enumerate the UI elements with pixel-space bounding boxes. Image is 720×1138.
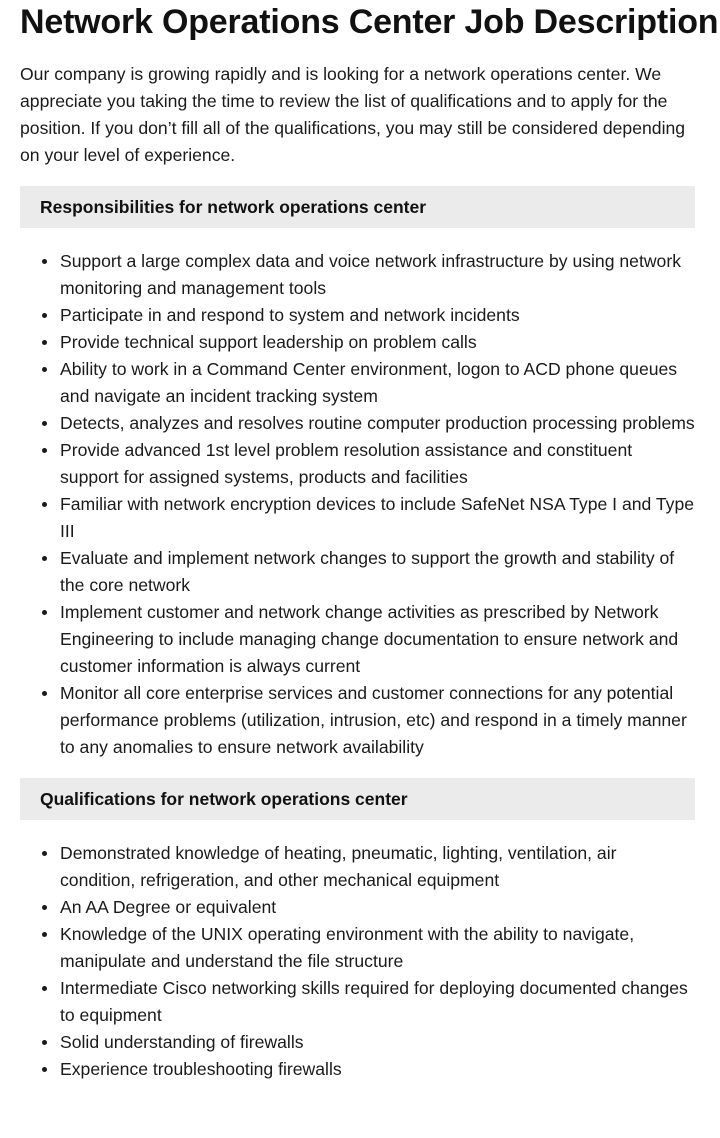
list-item: Implement customer and network change activities as prescribed by Network Engineering to include managing change documentation to ensure network and customer information is always current: [60, 599, 695, 680]
intro-paragraph: Our company is growing rapidly and is looking for a network operations center. We appreciate you taking the time to review the list of qualifications and to apply for the position. If you don’t fill all of the qualifications, you may still be considered depending on your level of experience.: [20, 64, 686, 165]
qualifications-heading: Qualifications for network operations center: [20, 778, 695, 820]
list-item: Detects, analyzes and resolves routine computer production processing problems: [60, 410, 695, 437]
list-item: Demonstrated knowledge of heating, pneumatic, lighting, ventilation, air condition, refrigeration, and other mechanical equipment: [60, 840, 695, 894]
list-item: Experience troubleshooting firewalls: [60, 1056, 695, 1083]
list-item: Intermediate Cisco networking skills required for deploying documented changes to equipment: [60, 975, 695, 1029]
page-title: Network Operations Center Job Description: [20, 3, 719, 41]
list-item: An AA Degree or equivalent: [60, 894, 695, 921]
list-item: Provide advanced 1st level problem resolution assistance and constituent support for assigned systems, products and facilities: [60, 437, 695, 491]
qualifications-list: [20, 840, 695, 1083]
list-item: Monitor all core enterprise services and customer connections for any potential performance problems (utilization, intrusion, etc) and respond in a timely manner to any anomalies to ensure network availability: [60, 680, 695, 761]
list-item: Participate in and respond to system and network incidents: [60, 302, 695, 329]
list-item: Support a large complex data and voice network infrastructure by using network monitoring and management tools: [60, 248, 695, 302]
list-item: Evaluate and implement network changes to support the growth and stability of the core network: [60, 545, 695, 599]
list-item: Solid understanding of firewalls: [60, 1029, 695, 1056]
responsibilities-heading: Responsibilities for network operations center: [20, 186, 695, 228]
list-item: Familiar with network encryption devices to include SafeNet NSA Type I and Type III: [60, 491, 695, 545]
responsibilities-list: [20, 248, 695, 761]
list-item: Ability to work in a Command Center environment, logon to ACD phone queues and navigate an incident tracking system: [60, 356, 695, 410]
list-item: Knowledge of the UNIX operating environment with the ability to navigate, manipulate and understand the file structure: [60, 921, 695, 975]
list-item: Provide technical support leadership on problem calls: [60, 329, 695, 356]
